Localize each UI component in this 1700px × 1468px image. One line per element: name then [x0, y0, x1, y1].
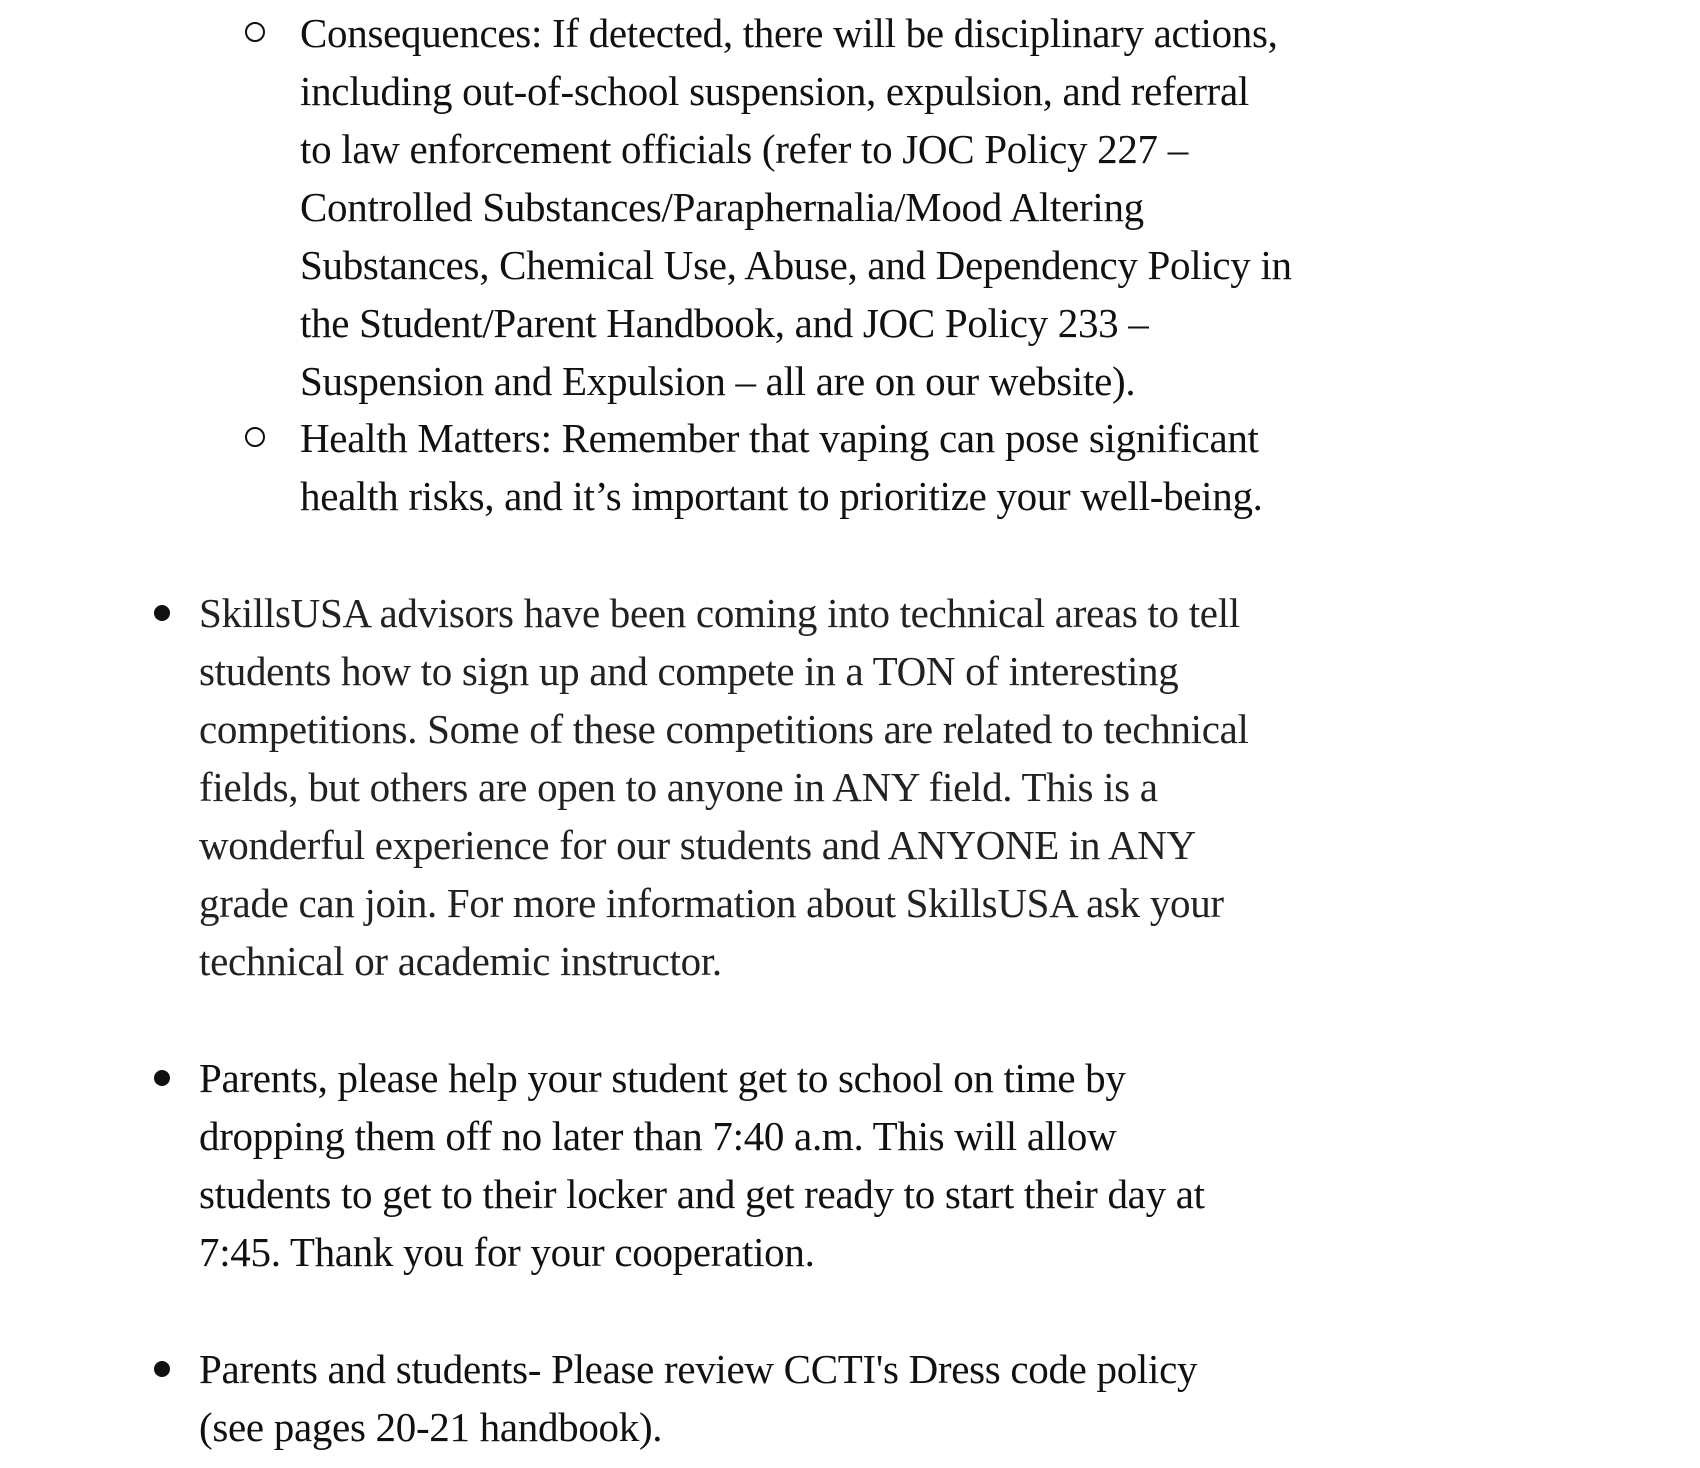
text-line: dropping them off no later than 7:40 a.m. This will allow [199, 1113, 1117, 1159]
text-line: Parents, please help your student get to school on time by [199, 1055, 1126, 1101]
hollow-circle-bullet-icon [245, 427, 265, 447]
bullet-dropoff-time [199, 1049, 1205, 1281]
hollow-circle-bullet-icon [245, 22, 265, 42]
sub-item-health-matters [300, 409, 1263, 525]
bullet-skillsusa [199, 584, 1249, 990]
text-line: Health Matters: Remember that vaping can pose significant [300, 415, 1259, 461]
text-line: wonderful experience for our students and ANYONE in ANY [199, 822, 1196, 868]
text-line: including out-of-school suspension, expulsion, and referral [300, 68, 1250, 114]
text-line: students how to sign up and compete in a TON of interesting [199, 648, 1179, 694]
text-line: the Student/Parent Handbook, and JOC Policy 233 – [300, 300, 1149, 346]
bullet-dress-code [199, 1340, 1197, 1456]
text-line: Consequences: If detected, there will be disciplinary actions, [300, 10, 1278, 56]
sub-item-consequences [300, 4, 1292, 410]
text-line: 7:45. Thank you for your cooperation. [199, 1229, 815, 1275]
text-line: technical or academic instructor. [199, 938, 722, 984]
text-line: (see pages 20-21 handbook). [199, 1404, 663, 1450]
filled-dot-bullet-icon [154, 1361, 170, 1377]
text-line: Substances, Chemical Use, Abuse, and Dependency Policy in [300, 242, 1292, 288]
text-line: Suspension and Expulsion – all are on our website). [300, 358, 1136, 404]
text-line: Controlled Substances/Paraphernalia/Mood Altering [300, 184, 1144, 230]
text-line: to law enforcement officials (refer to JOC Policy 227 – [300, 126, 1188, 172]
text-line: grade can join. For more information about SkillsUSA ask your [199, 880, 1224, 926]
filled-dot-bullet-icon [154, 1070, 170, 1086]
text-line: competitions. Some of these competitions are related to technical [199, 706, 1249, 752]
text-line: students to get to their locker and get ready to start their day at [199, 1171, 1205, 1217]
text-line: Parents and students- Please review CCTI's Dress code policy [199, 1346, 1198, 1392]
text-line: SkillsUSA advisors have been coming into technical areas to tell [199, 590, 1240, 636]
text-line: fields, but others are open to anyone in ANY field. This is a [199, 764, 1158, 810]
filled-dot-bullet-icon [154, 605, 170, 621]
text-line: health risks, and it’s important to prioritize your well-being. [300, 473, 1263, 519]
